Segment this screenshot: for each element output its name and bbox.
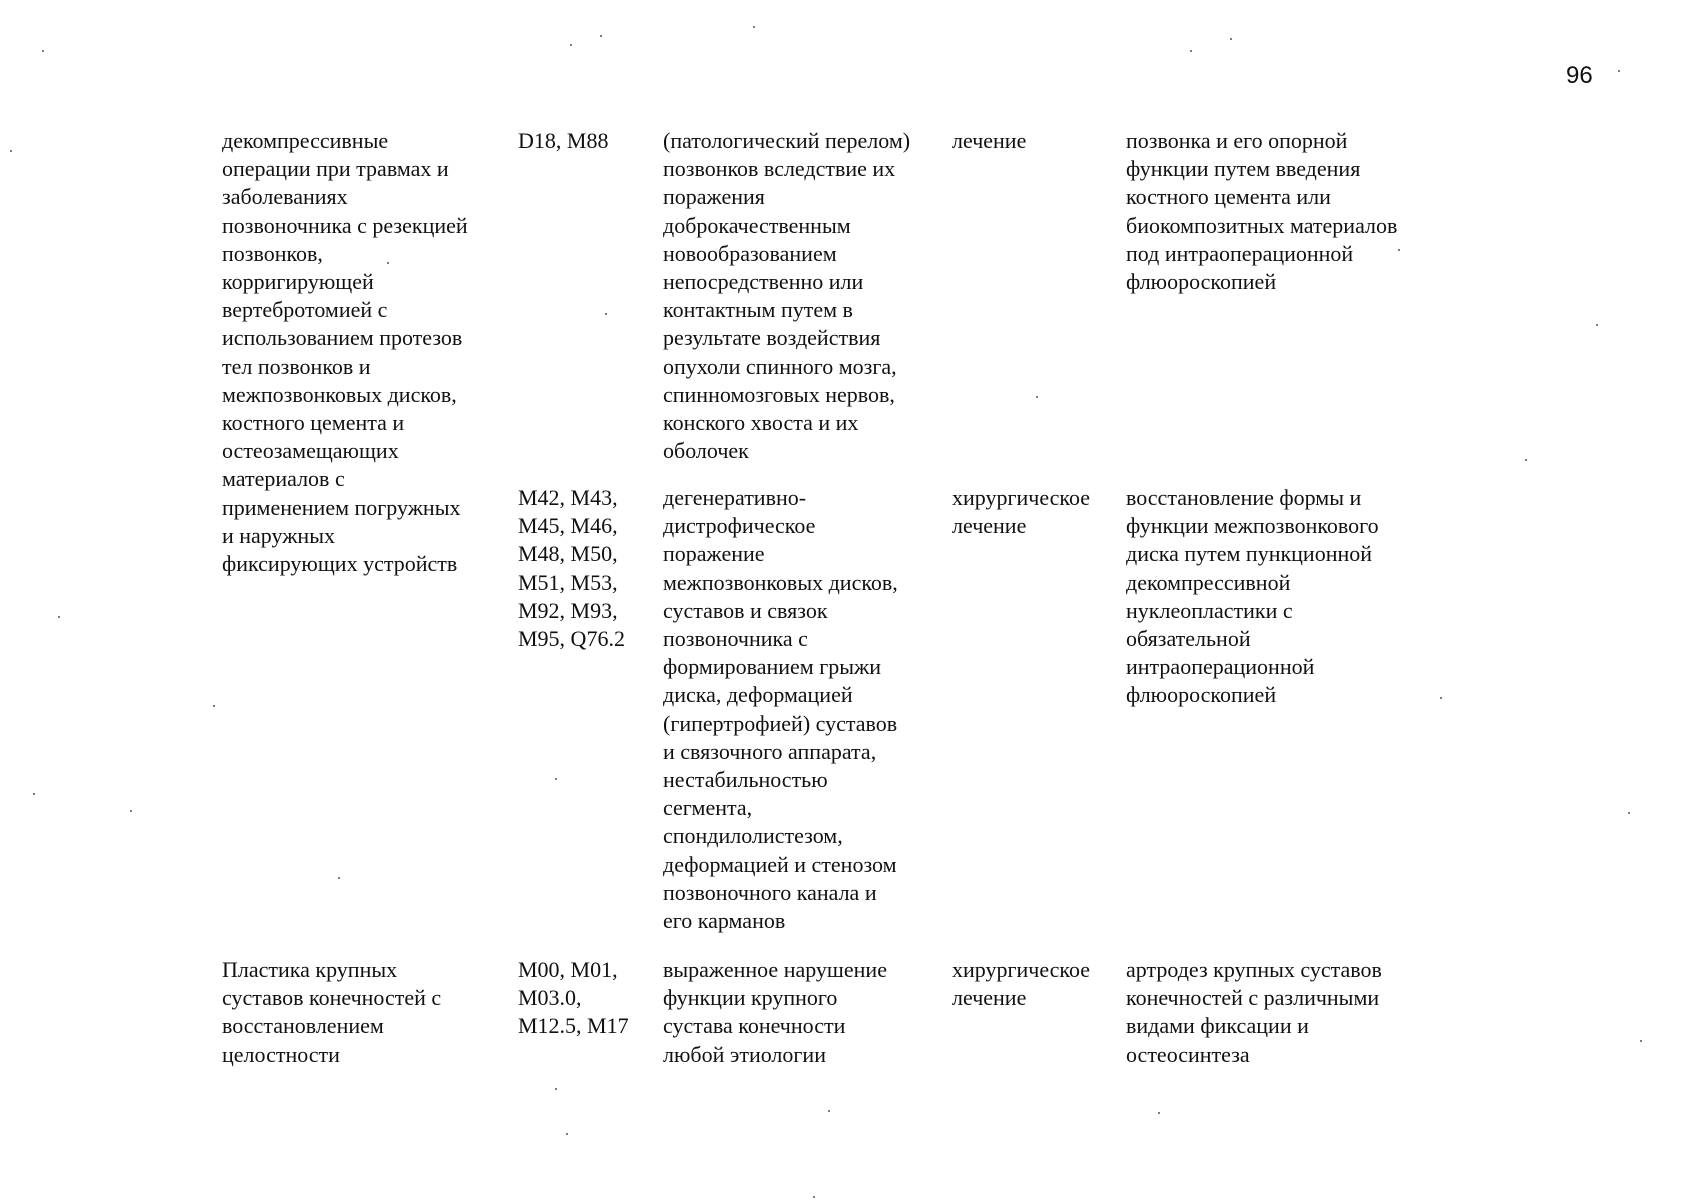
- table-cell-intervention-name: Пластика крупных суставов конечностей с восстановлением целостности: [222, 957, 442, 1067]
- scan-speck: [1596, 324, 1598, 326]
- scan-speck: [753, 26, 755, 28]
- scan-speck: [33, 793, 35, 795]
- table-cell-icd-codes: M00, M01, M03.0, M12.5, M17: [518, 957, 629, 1039]
- scan-speck: [1628, 812, 1630, 814]
- scan-speck: [570, 44, 572, 46]
- page-number: 96: [1566, 62, 1593, 89]
- table-cell-intervention-name: декомпрессивные операции при травмах и заболеваниях позвоночника с резекцией позвонков, корригирующей вертебротомией с использованием протезов тел позвонков и межпозвонковых дисков, костного цемента и остеозамещающих материалов с применением погружных и наружных фиксирующих устройств: [222, 128, 468, 577]
- scan-speck: [600, 35, 602, 37]
- table-cell-treatment-type: хирургическое лечение: [952, 957, 1091, 1011]
- scan-speck: [555, 778, 557, 780]
- scan-speck: [566, 1133, 568, 1135]
- scan-speck: [1036, 396, 1038, 398]
- scan-speck: [1440, 697, 1442, 699]
- scan-speck: [387, 262, 389, 264]
- scan-speck: [1190, 50, 1192, 52]
- table-cell-icd-codes: D18, M88: [518, 128, 609, 153]
- scan-speck: [1525, 459, 1527, 461]
- table-cell-treatment-method: восстановление формы и функции межпозвонкового диска путем пункционной декомпрессивной нуклеопластики с обязательной интраоперационной флюороскопией: [1126, 485, 1379, 708]
- table-cell-treatment-type: лечение: [952, 128, 1027, 153]
- table-cell-patient-model: (патологический перелом) позвонков вследствие их поражения доброкачественным новообразованием непосредственно или контактным путем в результате воздействия опухоли спинного мозга, спинномозговых нервов, конского хвоста и их оболочек: [663, 128, 911, 464]
- scan-speck: [10, 150, 12, 152]
- scan-speck: [813, 1196, 815, 1198]
- scan-speck: [130, 810, 132, 812]
- scan-speck: [338, 877, 340, 879]
- scan-speck: [1618, 70, 1620, 72]
- table-cell-treatment-type: хирургическое лечение: [952, 485, 1091, 539]
- table-cell-treatment-method: позвонка и его опорной функции путем введения костного цемента или биокомпозитных материалов под интраоперационной флюороскопией: [1126, 128, 1398, 295]
- scan-speck: [1398, 249, 1400, 251]
- scan-speck: [1158, 1112, 1160, 1114]
- scan-speck: [828, 1110, 830, 1112]
- scan-speck: [42, 50, 44, 52]
- table-cell-patient-model: выраженное нарушение функции крупного сустава конечности любой этиологии: [663, 957, 887, 1067]
- scan-speck: [1640, 1040, 1642, 1042]
- scan-speck: [213, 705, 215, 707]
- table-cell-patient-model: дегенеративно- дистрофическое поражение межпозвонковых дисков, суставов и связок позвоночника с формированием грыжи диска, деформацией (гипертрофией) суставов и связочного аппарата, нестабильностью сегмента, спондилолистезом, деформацией и стенозом позвоночного канала и его карманов: [663, 485, 898, 934]
- table-cell-treatment-method: артродез крупных суставов конечностей с различными видами фиксации и остеосинтеза: [1126, 957, 1382, 1067]
- scan-speck: [555, 1088, 557, 1090]
- scan-speck: [58, 616, 60, 618]
- table-cell-icd-codes: M42, M43, M45, M46, M48, M50, M51, M53, M92, M93, M95, Q76.2: [518, 485, 625, 652]
- scan-speck: [605, 313, 607, 315]
- scan-speck: [1230, 38, 1232, 40]
